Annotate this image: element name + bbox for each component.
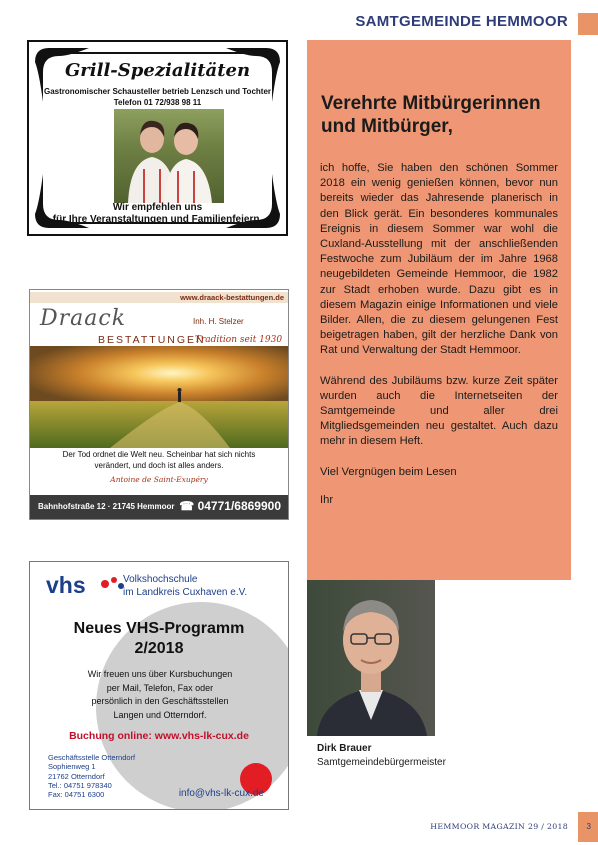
vhs-title: Neues VHS-Programm [73,620,245,637]
two-women-photo [114,109,224,203]
portrait-photo [307,580,435,736]
vhs-addr-line3: 21762 Otterndorf [48,771,105,781]
letter-panel [307,40,571,580]
vhs-email-link[interactable]: info@vhs-lk-cux.de [178,788,264,799]
draack-quote: Antoine de Saint-Exupéry [110,475,208,484]
ad-grill-line1: Wir empfehlen uns [112,202,203,213]
draack-phone [179,499,281,513]
draack-phone-number: 04771/6869900 [197,499,281,513]
vhs-addr-line4: Tel.: 04751 978340 [48,780,112,790]
draack-url[interactable]: www.draack-bestattungen.de [30,292,288,303]
vhs-body-line2: per Mail, Telefon, Fax oder [106,682,214,693]
draack-text-line1: Der Tod ordnet die Welt neu. Scheinbar hat sich nichts [62,450,256,459]
letter-closing: Viel Vergnügen beim Lesen [320,465,457,478]
vhs-body-line4: Langen und Otterndorf. [113,709,207,720]
vhs-address [48,753,135,799]
vhs-body-line1: Wir freuen uns über Kursbuchungen [87,669,233,679]
draack-text [30,450,288,471]
page-header-title: SAMTGEMEINDE HEMMOOR [355,13,568,30]
draack-tradition: Tradition seit 1930 [195,335,283,345]
letter-sign-off: Ihr [320,493,334,506]
draack-text-line2: verändert, und doch ist alles anders. [94,460,224,470]
draack-owner: Inh. H. Stelzer [193,317,244,326]
draack-contact-bar [30,495,288,519]
vhs-name-line2: im Landkreis Cuxhaven e.V. [123,587,248,598]
ad-grill-line2: für Ihre Veranstaltungen und Familienfeiern. [52,214,263,225]
draack-subtitle: BESTATTUNGEN [98,334,206,346]
header-color-tab [578,13,598,35]
signer-role: Samtgemeindebürgermeister [317,757,446,768]
phone-icon: ☎ [179,499,195,513]
ad-grill-title: Grill-Spezialitäten [64,60,251,81]
man-portrait-image [307,580,435,736]
footer-magazine-title: HEMMOOR MAGAZIN 29 / 2018 [430,822,568,831]
draack-address: Bahnhofstraße 12 · 21745 Hemmoor [38,502,175,511]
ad-vhs [29,561,289,810]
sunset-field-image [30,346,288,448]
draack-logo: Draack [40,306,127,331]
ad-grill-subtitle: Gastronomischer Schausteller betrieb Lenzsch und Tochter [43,87,271,96]
vhs-booking-link[interactable]: Buchung online: www.vhs-lk-cux.de [69,730,249,742]
vhs-body [60,668,260,722]
vhs-logo [46,572,86,599]
vhs-body-line3: persönlich in den Geschäftsstellen [91,696,229,706]
vhs-addr-line2: Sophienweg 1 [48,762,96,772]
letter-heading: Verehrte Mitbürgerinnen und Mitbürger, [321,93,541,137]
ad-grill-phone: Telefon 01 72/938 98 11 [113,98,202,107]
ad-grill-photo [114,109,224,203]
vhs-addr-line1: Geschäftsstelle Otterndorf [48,753,136,762]
vhs-title-year: 2/2018 [134,640,184,657]
ad-draack [29,289,289,520]
ad-grill [27,40,288,236]
signer-name: Dirk Brauer [317,743,372,754]
ad-grill-text [29,202,286,226]
draack-scene-image [30,346,288,448]
vhs-addr-line5: Fax: 04751 6300 [48,790,105,800]
page-number: 3 [586,822,591,831]
letter-paragraph-1: ich hoffe, Sie haben den schönen Sommer 2018 ein wenig genießen können, bevor nun bereits wieder das Jahresende planerisch in den Blick gerät. Ein besonderes kommunales Ereignis in diesem Sommer war wohl die Cuxland-Ausstellung mit der anschließenden Festwoche zum Jubiläum der im Jahre 1968 neugebildeten Gemeinde Hemmoor, die 1982 zur Stadt erhoben wurde. Dazu gibt es in diesem Magazin einige Informationen und viele Bilder. Allen, die zu diesem gelungenen Fest beigetragen haben, gilt der herzliche Dank von Rat und Verwaltung der Stadt Hemmoor. [320,162,558,357]
vhs-logo-text: vhs [46,572,86,598]
letter-body [320,161,558,523]
vhs-name-line1: Volkshochschule [123,574,198,585]
letter-paragraph-2: Während des Jubiläums bzw. kurze Zeit später wurden auch die Internetseiten der Samtgemeinde und aller drei Mitgliedsgemeinden neu gestaltet. Auch dazu mehr in diesem Heft. [320,374,558,448]
